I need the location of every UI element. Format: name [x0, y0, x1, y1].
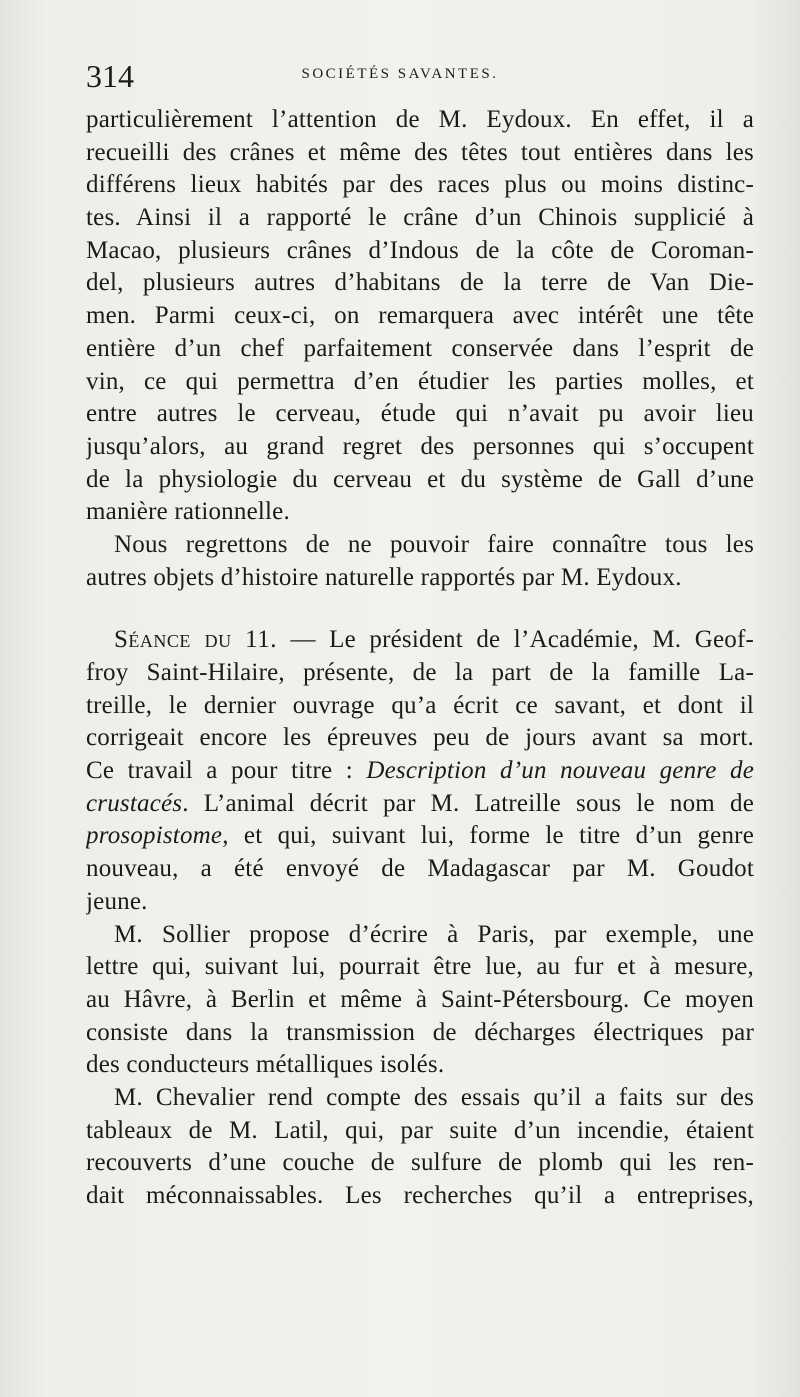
text-line: vin, ce qui permettra d’en étudier les parties molles, et [86, 367, 754, 395]
text-segment: , et qui, suivant lui, forme le titre d’un genre [222, 822, 754, 850]
text-line: entre autres le cerveau, étude qui n’avait pu avoir lieu [86, 400, 754, 428]
text-line: treille, le dernier ouvrage qu’a écrit ce savant, et dont il [86, 691, 754, 719]
italic-title: crustacés [86, 789, 183, 817]
text-line: froy Saint-Hilaire, présente, de la part de la famille La- [86, 659, 754, 686]
text-line: particulièrement l’attention de M. Eydoux. En effet, il a [86, 106, 754, 133]
text-segment: Ce travail a pour titre : [86, 757, 367, 785]
seance-label: Séance du [114, 626, 232, 654]
text-line: manière rationnelle. [86, 498, 290, 526]
text-line: men. Parmi ceux-ci, on remarquera avec intérêt une tête [86, 302, 754, 330]
text-line: nouveau, a été envoyé de Madagascar par M. Goudot [86, 855, 754, 883]
seance-text: — Le président de l’Académie, M. Geof- [277, 626, 754, 654]
text-line: dait méconnaissables. Les recherches qu’il a entreprises, [86, 1182, 754, 1209]
text-line: recouverts d’une couche de sulfure de plomb qui les ren- [86, 1149, 754, 1177]
text-line: autres objets d’histoire naturelle rapportés par M. Eydoux. [86, 563, 682, 591]
text-line: M. Sollier propose d’écrire à Paris, par exemple, une [114, 920, 754, 948]
text-line: entière d’un chef parfaitement conservée dans l’esprit de [86, 334, 754, 362]
text-segment: . L’animal décrit par M. Latreille sous le nom de [182, 789, 754, 817]
seance-number: 11. [245, 626, 277, 654]
text-line: différens lieux habités par des races plus ou moins distinc- [86, 171, 754, 199]
text-line: recueilli des crânes et même des têtes tout entières dans les [86, 138, 754, 166]
italic-title: Description d’un nouveau genre de [366, 757, 754, 785]
text-line: consiste dans la transmission de décharges électriques par [86, 1018, 754, 1046]
paragraph-gap [86, 594, 754, 624]
text-line: del, plusieurs autres d’habitans de la terre de Van Die- [86, 269, 754, 297]
text-line: des conducteurs métalliques isolés. [86, 1051, 445, 1079]
page-number: 314 [86, 58, 134, 94]
text-line: Nous regrettons de ne pouvoir faire connaître tous les [114, 530, 754, 558]
body-text [86, 104, 754, 1213]
text-line: lettre qui, suivant lui, pourrait être lue, au fur et à mesure, [86, 953, 754, 981]
text-line: de la physiologie du cerveau et du système de Gall d’une [86, 465, 754, 493]
text-line [86, 820, 754, 853]
text-line [86, 788, 754, 821]
text-line: au Hâvre, à Berlin et même à Saint-Pétersbourg. Ce moyen [86, 985, 754, 1013]
text-line: M. Chevalier rend compte des essais qu’il a faits sur des [114, 1083, 754, 1111]
text-line: corrigeait encore les épreuves peu de jours avant sa mort. [86, 724, 754, 752]
text-line: tableaux de M. Latil, qui, par suite d’un incendie, étaient [86, 1116, 754, 1144]
text-line: tes. Ainsi il a rapporté le crâne d’un Chinois supplicié à [86, 204, 754, 232]
text-line: Macao, plusieurs crânes d’Indous de la côte de Coroman- [86, 236, 754, 264]
text-line: jusqu’alors, au grand regret des personnes qui s’occupent [86, 432, 754, 460]
text-line: jeune. [86, 887, 148, 915]
seance-heading-line [86, 624, 754, 657]
italic-species: prosopistome [86, 822, 223, 850]
running-head: SOCIÉTÉS SAVANTES. [301, 66, 499, 82]
page-header [86, 58, 714, 98]
text-line [86, 755, 754, 788]
